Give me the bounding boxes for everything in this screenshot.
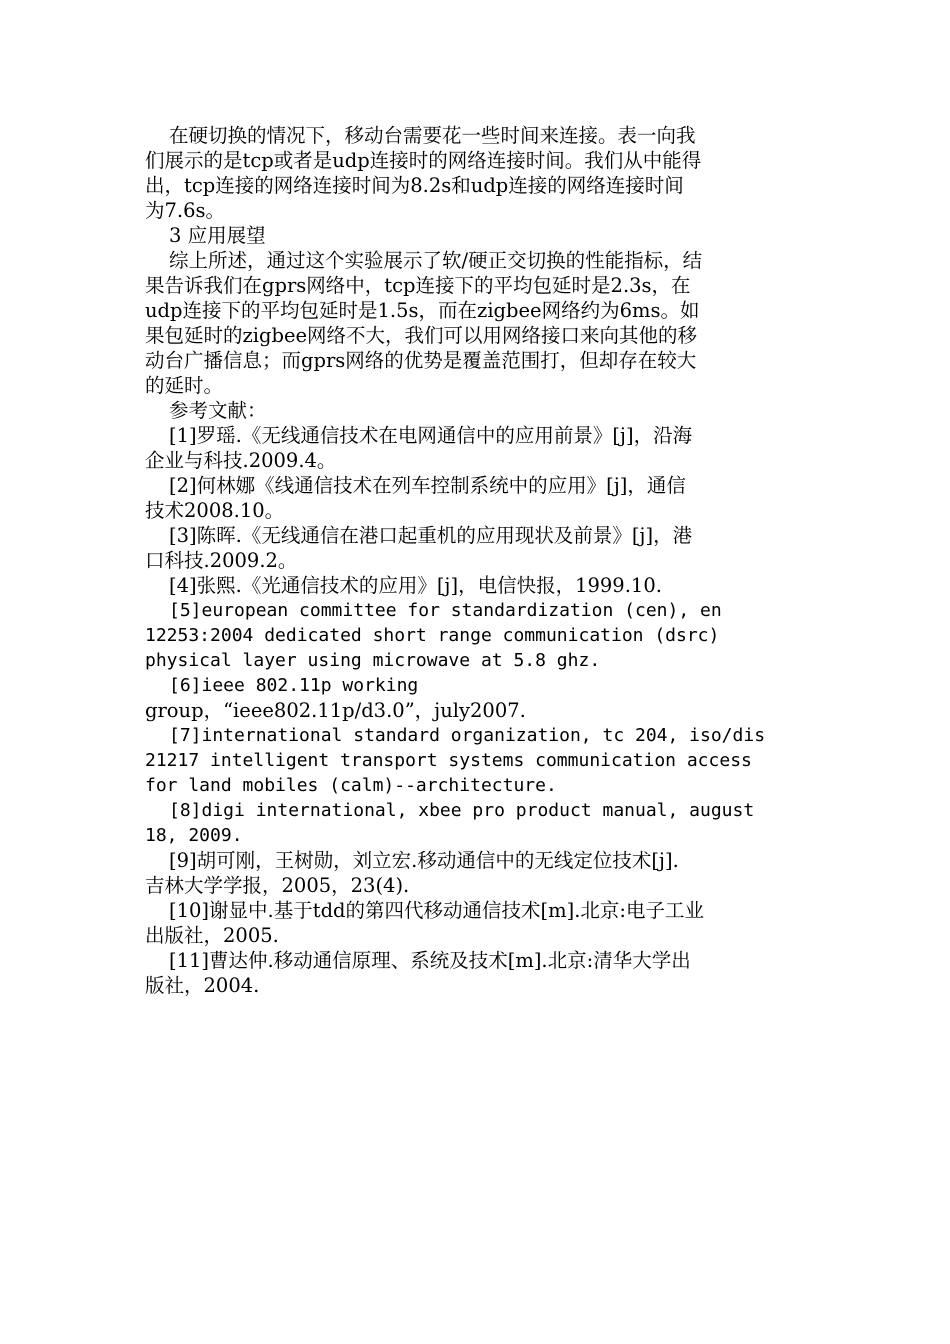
- reference-line: [9]胡可刚，王树勋，刘立宏.移动通信中的无线定位技术[j].: [169, 849, 679, 872]
- reference-line: 吉林大学学报，2005，23(4).: [145, 874, 410, 897]
- references-heading: 参考文献：: [169, 399, 267, 422]
- paragraph-line: 们展示的是tcp或者是udp连接时的网络连接时间。我们从中能得: [145, 149, 702, 172]
- reference-line: 口科技.2009.2。: [145, 549, 298, 572]
- paragraph-line: udp连接下的平均包延时是1.5s，而在zigbee网络约为6ms。如: [145, 299, 700, 322]
- reference-line: [6]ieee 802.11p working: [169, 675, 419, 696]
- paragraph-line: 在硬切换的情况下，移动台需要花一些时间来连接。表一向我: [169, 124, 696, 147]
- reference-line: physical layer using microwave at 5.8 ghz.: [145, 650, 601, 671]
- reference-line: 21217 intelligent transport systems communication access: [145, 750, 752, 771]
- reference-line: [11]曹达仲.移动通信原理、系统及技术[m].北京:清华大学出: [169, 949, 691, 972]
- reference-line: [4]张熙.《光通信技术的应用》[j]，电信快报，1999.10.: [169, 574, 662, 597]
- section-heading: 3 应用展望: [169, 224, 266, 247]
- paragraph-line: 综上所述，通过这个实验展示了软/硬正交切换的性能指标，结: [169, 249, 703, 272]
- reference-line: 版社，2004.: [145, 974, 260, 997]
- reference-line: [2]何林娜《线通信技术在列车控制系统中的应用》[j]，通信: [169, 474, 686, 497]
- reference-line: [5]european committee for standardization (cen), en: [169, 600, 722, 621]
- paragraph-line: 动台广播信息；而gprs网络的优势是覆盖范围打，但却存在较大: [145, 349, 697, 372]
- reference-line: 18, 2009.: [145, 825, 243, 846]
- paragraph-line: 的延时。: [145, 374, 224, 397]
- reference-line: for land mobiles (calm)--architecture.: [145, 775, 557, 796]
- reference-line: [7]international standard organization, tc 204, iso/dis: [169, 725, 766, 746]
- paragraph-line: 为7.6s。: [145, 199, 226, 222]
- reference-line: [8]digi international, xbee pro product manual, august: [169, 800, 755, 821]
- paragraph-line: 果包延时的zigbee网络不大，我们可以用网络接口来向其他的移: [145, 324, 698, 347]
- reference-line: [10]谢显中.基于tdd的第四代移动通信技术[m].北京:电子工业: [169, 899, 705, 922]
- reference-line: [1]罗瑶.《无线通信技术在电网通信中的应用前景》[j]，沿海: [169, 424, 693, 447]
- reference-line: 12253:2004 dedicated short range communication (dsrc): [145, 625, 720, 646]
- paragraph-line: 果告诉我们在gprs网络中，tcp连接下的平均包延时是2.3s，在: [145, 274, 691, 297]
- document-body: [145, 123, 805, 998]
- reference-line: 技术2008.10。: [145, 499, 285, 522]
- reference-line: [3]陈晖.《无线通信在港口起重机的应用现状及前景》[j]，港: [169, 524, 693, 547]
- reference-line: 企业与科技.2009.4。: [145, 449, 337, 472]
- reference-line: 出版社，2005.: [145, 924, 279, 947]
- reference-line: group，“ieee802.11p/d3.0”，july2007.: [145, 699, 526, 722]
- paragraph-line: 出，tcp连接的网络连接时间为8.2s和udp连接的网络连接时间: [145, 174, 684, 197]
